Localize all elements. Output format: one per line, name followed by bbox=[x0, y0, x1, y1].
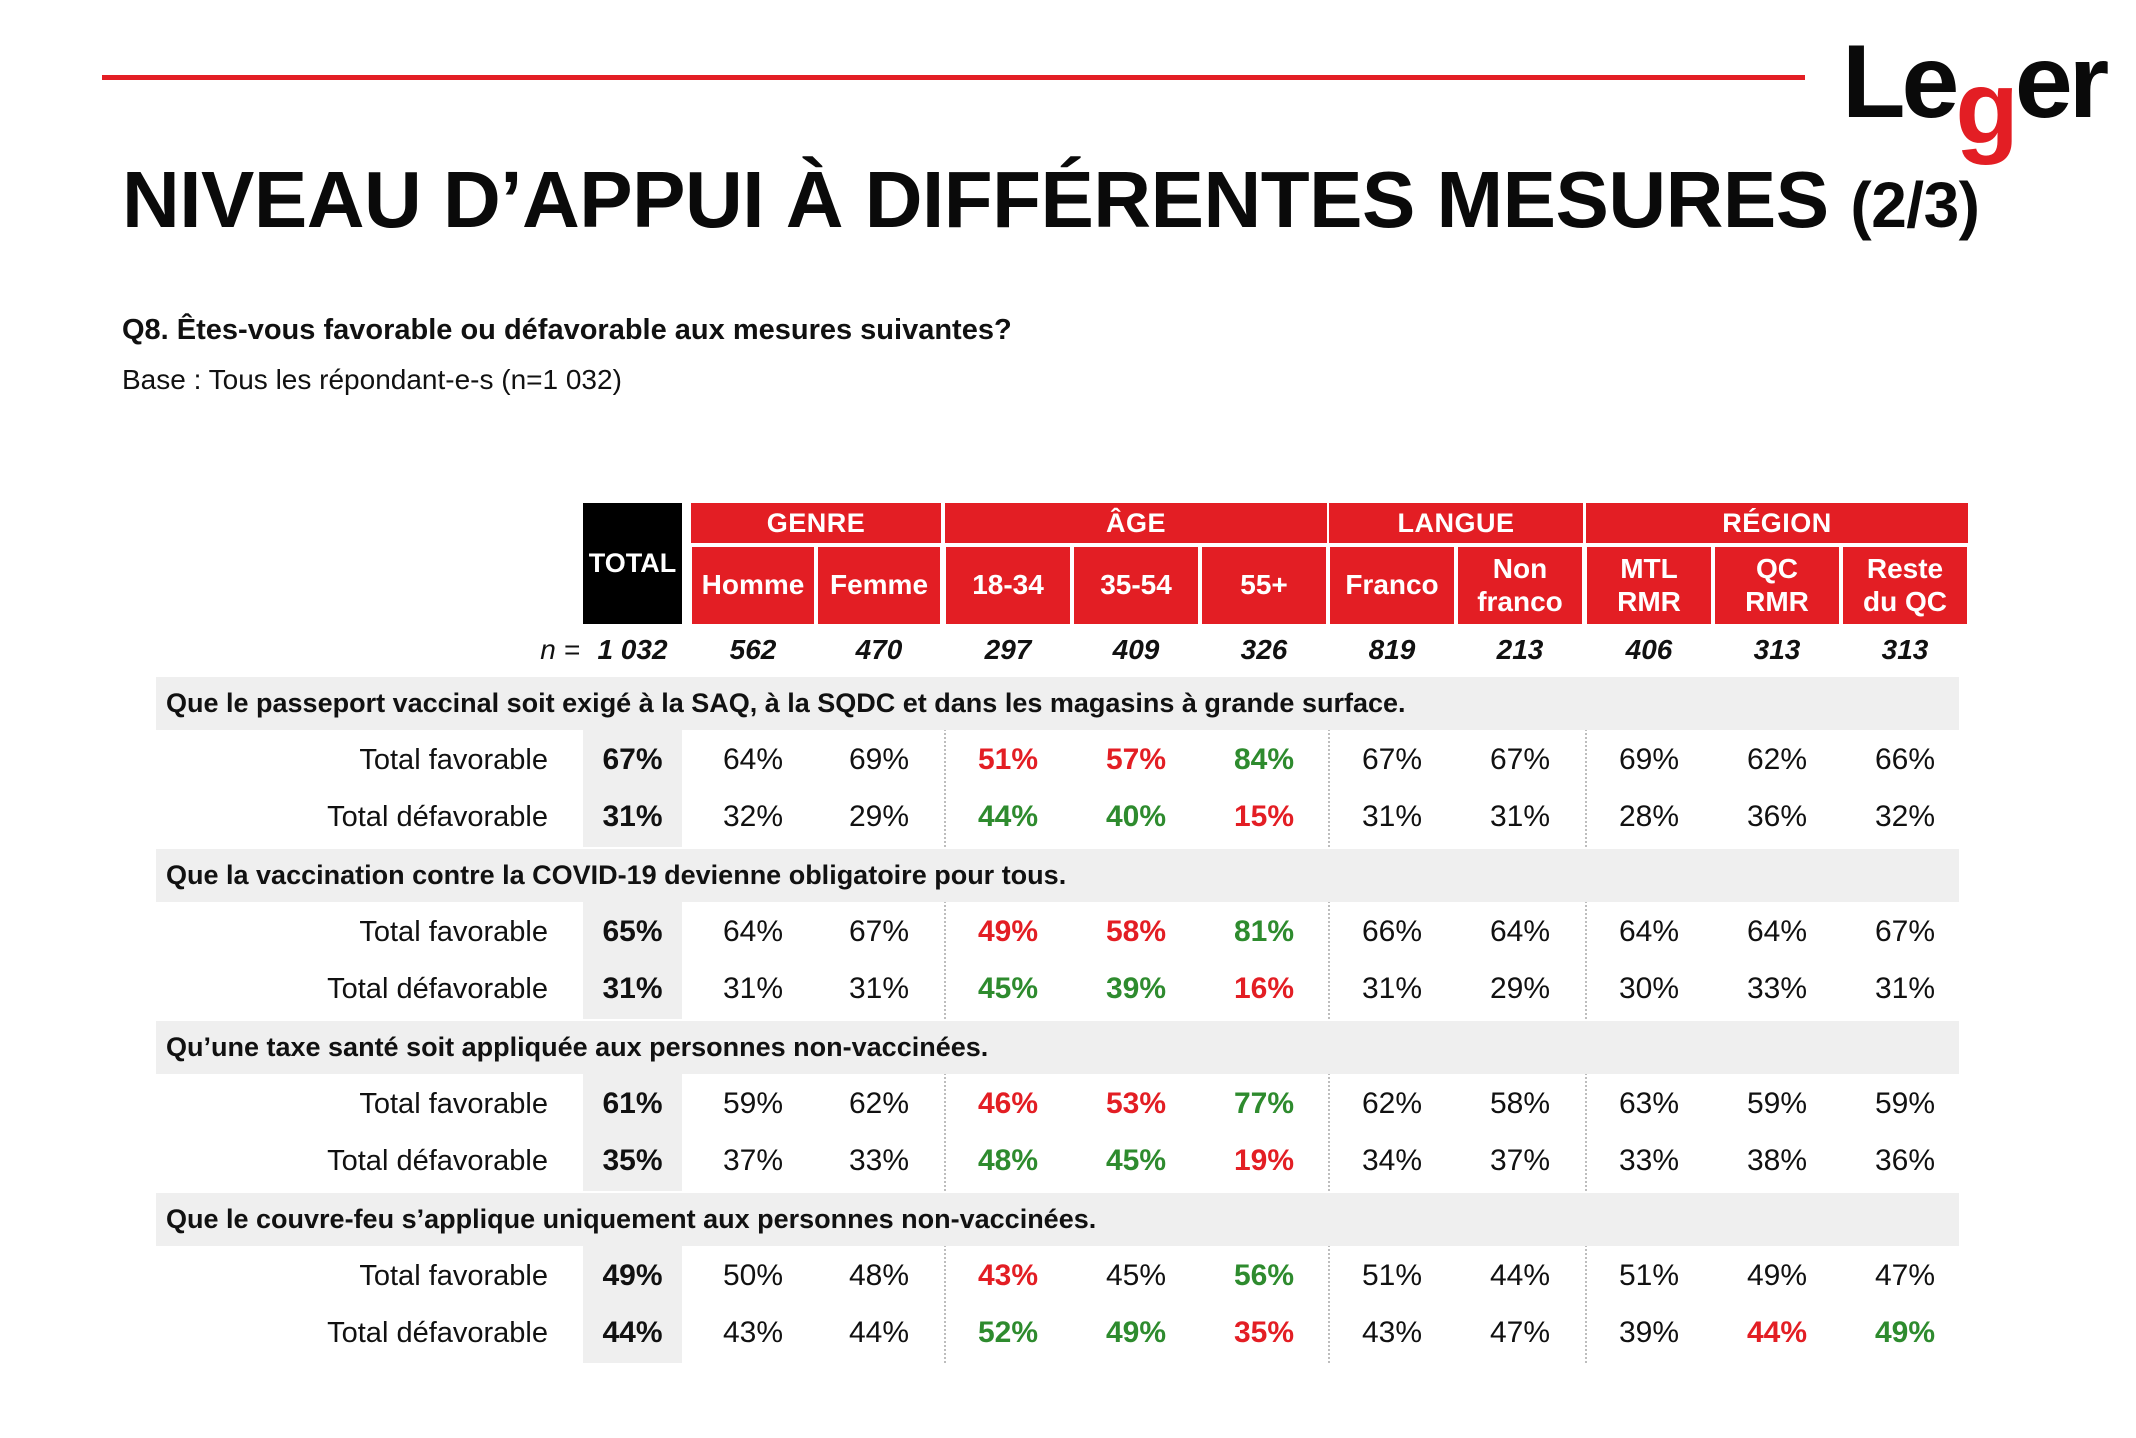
value-cell: 64% bbox=[722, 915, 784, 948]
value-cell: 67% bbox=[848, 915, 910, 948]
n-value: 213 bbox=[1496, 634, 1544, 665]
value-cell: 44% bbox=[1746, 1316, 1808, 1349]
column-header-1: Homme bbox=[692, 547, 814, 624]
value-cell: 48% bbox=[848, 1259, 910, 1292]
n-label: n = bbox=[540, 634, 580, 665]
value-cell: 59% bbox=[1746, 1087, 1808, 1120]
page-title-suffix: (2/3) bbox=[1850, 169, 1980, 241]
column-header-2: Femme bbox=[818, 547, 940, 624]
row-label: Total défavorable bbox=[327, 1316, 548, 1349]
value-cell: 49% bbox=[602, 1259, 663, 1292]
value-cell: 49% bbox=[1874, 1316, 1936, 1349]
n-value: 409 bbox=[1112, 634, 1160, 665]
value-cell: 50% bbox=[722, 1259, 784, 1292]
column-header-7: Non franco bbox=[1458, 547, 1582, 624]
n-value: 313 bbox=[1881, 634, 1929, 665]
survey-base: Base : Tous les répondant-e-s (n=1 032) bbox=[122, 364, 622, 395]
value-cell: 62% bbox=[1746, 743, 1808, 776]
value-cell: 67% bbox=[1874, 915, 1936, 948]
value-cell: 35% bbox=[1233, 1316, 1295, 1349]
value-cell: 58% bbox=[1489, 1087, 1551, 1120]
value-cell: 57% bbox=[1105, 743, 1167, 776]
value-cell: 43% bbox=[1361, 1316, 1423, 1349]
row-label: Total défavorable bbox=[327, 972, 548, 1005]
value-cell: 46% bbox=[977, 1087, 1039, 1120]
value-cell: 84% bbox=[1233, 743, 1295, 776]
row-label: Total favorable bbox=[359, 1087, 548, 1120]
group-header-1: GENRE bbox=[691, 503, 941, 543]
value-cell: 31% bbox=[848, 972, 910, 1005]
column-header-6: Franco bbox=[1330, 547, 1454, 624]
value-cell: 40% bbox=[1105, 800, 1167, 833]
value-cell: 77% bbox=[1233, 1087, 1295, 1120]
value-cell: 36% bbox=[1874, 1144, 1936, 1177]
n-value: 562 bbox=[729, 634, 777, 665]
measure-label: Que le passeport vaccinal soit exigé à la SAQ, à la SQDC et dans les magasins à grande surface. bbox=[156, 677, 1959, 730]
value-cell: 34% bbox=[1361, 1144, 1423, 1177]
page-title bbox=[122, 155, 1980, 244]
survey-question: Q8. Êtes-vous favorable ou défavorable aux mesures suivantes? bbox=[122, 314, 1012, 346]
value-cell: 33% bbox=[1746, 972, 1808, 1005]
value-cell: 64% bbox=[1746, 915, 1808, 948]
value-cell: 30% bbox=[1618, 972, 1680, 1005]
group-header-2: ÂGE bbox=[945, 503, 1327, 543]
value-cell: 31% bbox=[1489, 800, 1551, 833]
n-value: 326 bbox=[1240, 634, 1288, 665]
value-cell: 43% bbox=[722, 1316, 784, 1349]
value-cell: 29% bbox=[848, 800, 910, 833]
value-cell: 67% bbox=[602, 743, 663, 776]
value-cell: 44% bbox=[977, 800, 1039, 833]
value-cell: 44% bbox=[1489, 1259, 1551, 1292]
value-cell: 44% bbox=[848, 1316, 910, 1349]
value-cell: 67% bbox=[1361, 743, 1423, 776]
column-header-10: Reste du QC bbox=[1843, 547, 1967, 624]
value-cell: 37% bbox=[1489, 1144, 1551, 1177]
value-cell: 81% bbox=[1233, 915, 1295, 948]
value-cell: 49% bbox=[977, 915, 1039, 948]
value-cell: 39% bbox=[1618, 1316, 1680, 1349]
value-cell: 65% bbox=[602, 915, 663, 948]
value-cell: 31% bbox=[722, 972, 784, 1005]
value-cell: 44% bbox=[602, 1316, 663, 1349]
value-cell: 33% bbox=[1618, 1144, 1680, 1177]
value-cell: 33% bbox=[848, 1144, 910, 1177]
n-value: 819 bbox=[1368, 634, 1416, 665]
value-cell: 16% bbox=[1233, 972, 1295, 1005]
value-cell: 36% bbox=[1746, 800, 1808, 833]
value-cell: 59% bbox=[1874, 1087, 1936, 1120]
n-value: 313 bbox=[1753, 634, 1801, 665]
value-cell: 31% bbox=[602, 972, 663, 1005]
value-cell: 31% bbox=[1361, 800, 1423, 833]
value-cell: 45% bbox=[1105, 1259, 1167, 1292]
value-cell: 64% bbox=[1489, 915, 1551, 948]
value-cell: 31% bbox=[1361, 972, 1423, 1005]
value-cell: 61% bbox=[602, 1087, 663, 1120]
page-title-text: NIVEAU D’APPUI À DIFFÉRENTES MESURES bbox=[122, 155, 1829, 244]
value-cell: 43% bbox=[977, 1259, 1039, 1292]
value-cell: 49% bbox=[1105, 1316, 1167, 1349]
value-cell: 32% bbox=[722, 800, 784, 833]
logo-part-le: Le bbox=[1842, 24, 1956, 140]
measure-label: Que la vaccination contre la COVID-19 devienne obligatoire pour tous. bbox=[156, 849, 1959, 902]
value-cell: 28% bbox=[1618, 800, 1680, 833]
value-cell: 47% bbox=[1874, 1259, 1936, 1292]
column-header-5: 55+ bbox=[1202, 547, 1326, 624]
n-value: 1 032 bbox=[597, 634, 668, 665]
row-label: Total favorable bbox=[359, 743, 548, 776]
value-cell: 69% bbox=[1618, 743, 1680, 776]
measure-label: Que le couvre-feu s’applique uniquement aux personnes non-vaccinées. bbox=[156, 1193, 1959, 1246]
value-cell: 49% bbox=[1746, 1259, 1808, 1292]
n-value: 406 bbox=[1625, 634, 1673, 665]
value-cell: 67% bbox=[1489, 743, 1551, 776]
value-cell: 63% bbox=[1618, 1087, 1680, 1120]
value-cell: 51% bbox=[1361, 1259, 1423, 1292]
value-cell: 39% bbox=[1105, 972, 1167, 1005]
n-value: 297 bbox=[984, 634, 1032, 665]
value-cell: 53% bbox=[1105, 1087, 1167, 1120]
value-cell: 15% bbox=[1233, 800, 1295, 833]
value-cell: 35% bbox=[602, 1144, 663, 1177]
row-label: Total favorable bbox=[359, 915, 548, 948]
measure-label: Qu’une taxe santé soit appliquée aux personnes non-vaccinées. bbox=[156, 1021, 1959, 1074]
row-label: Total favorable bbox=[359, 1259, 548, 1292]
column-header-4: 35-54 bbox=[1074, 547, 1198, 624]
value-cell: 51% bbox=[1618, 1259, 1680, 1292]
value-cell: 52% bbox=[977, 1316, 1039, 1349]
row-label: Total défavorable bbox=[327, 800, 548, 833]
value-cell: 19% bbox=[1233, 1144, 1295, 1177]
value-cell: 66% bbox=[1874, 743, 1936, 776]
value-cell: 56% bbox=[1233, 1259, 1295, 1292]
value-cell: 62% bbox=[1361, 1087, 1423, 1120]
group-header-4: RÉGION bbox=[1586, 503, 1968, 543]
column-header-9: QC RMR bbox=[1715, 547, 1839, 624]
value-cell: 47% bbox=[1489, 1316, 1551, 1349]
value-cell: 45% bbox=[1105, 1144, 1167, 1177]
logo-part-g: g bbox=[1955, 50, 2015, 166]
total-header: TOTAL bbox=[583, 503, 682, 624]
row-label: Total défavorable bbox=[327, 1144, 548, 1177]
n-value: 470 bbox=[855, 634, 903, 665]
column-header-8: MTL RMR bbox=[1587, 547, 1711, 624]
value-cell: 64% bbox=[722, 743, 784, 776]
value-cell: 45% bbox=[977, 972, 1039, 1005]
value-cell: 38% bbox=[1746, 1144, 1808, 1177]
column-header-3: 18-34 bbox=[946, 547, 1070, 624]
value-cell: 32% bbox=[1874, 800, 1936, 833]
value-cell: 31% bbox=[602, 800, 663, 833]
value-cell: 64% bbox=[1618, 915, 1680, 948]
value-cell: 31% bbox=[1874, 972, 1936, 1005]
value-cell: 69% bbox=[848, 743, 910, 776]
value-cell: 51% bbox=[977, 743, 1039, 776]
logo-part-er: er bbox=[2014, 24, 2106, 140]
value-cell: 62% bbox=[848, 1087, 910, 1120]
value-cell: 66% bbox=[1361, 915, 1423, 948]
leger-logo bbox=[1842, 24, 2106, 166]
value-cell: 59% bbox=[722, 1087, 784, 1120]
top-rule bbox=[102, 75, 1805, 80]
value-cell: 58% bbox=[1105, 915, 1167, 948]
group-header-3: LANGUE bbox=[1329, 503, 1583, 543]
value-cell: 48% bbox=[977, 1144, 1039, 1177]
value-cell: 37% bbox=[722, 1144, 784, 1177]
value-cell: 29% bbox=[1489, 972, 1551, 1005]
